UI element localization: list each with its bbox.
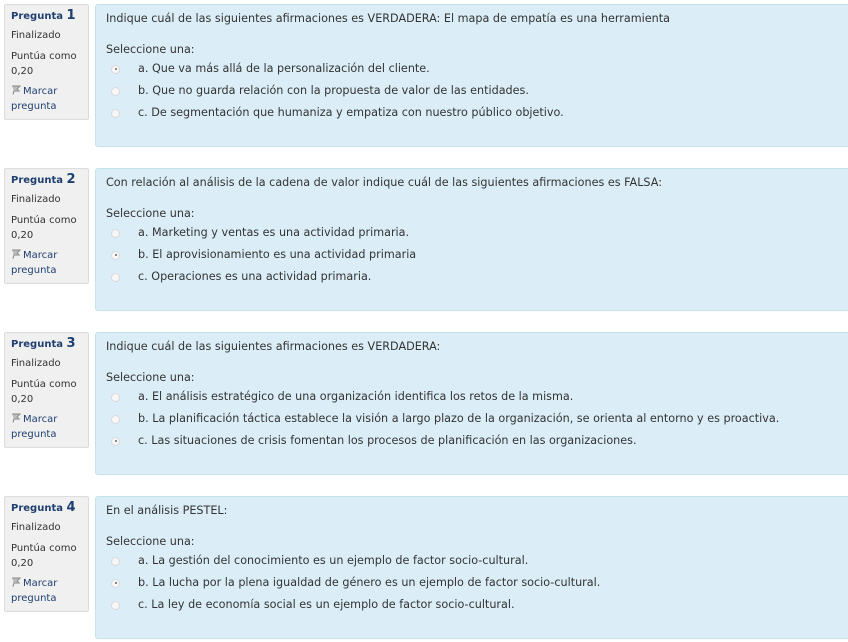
question-text: Con relación al análisis de la cadena de valor indique cuál de las siguientes afirmaciones es FALSA: [106, 176, 662, 189]
radio-button[interactable] [111, 601, 120, 610]
answer-option-label: b. La lucha por la plena igualdad de género es un ejemplo de factor socio-cultural. [138, 576, 601, 589]
radio-button[interactable] [111, 437, 120, 446]
answer-option-label: c. De segmentación que humaniza y empatiza con nuestro público objetivo. [138, 106, 564, 119]
flag-icon [11, 249, 21, 259]
question-text: En el análisis PESTEL: [106, 504, 228, 517]
grade-value: 0,20 [11, 558, 34, 569]
question-number-label: Pregunta [11, 175, 63, 186]
question-text: Indique cuál de las siguientes afirmaciones es VERDADERA: [106, 340, 441, 353]
radio-button[interactable] [111, 557, 120, 566]
question-3 [0, 328, 848, 478]
flag-question-button[interactable] [11, 576, 88, 606]
answer-option[interactable] [106, 550, 848, 572]
answer-option[interactable] [106, 430, 848, 452]
radio-button[interactable] [111, 273, 120, 282]
question-number [11, 9, 88, 24]
question-text: Indique cuál de las siguientes afirmaciones es VERDADERA: El mapa de empatía es una herramienta [106, 12, 670, 25]
answer-option-label: c. Las situaciones de crisis fomentan los procesos de planificación en las organizaciones. [138, 434, 637, 447]
question-number-label: Pregunta [11, 339, 63, 350]
answer-option-label: b. La planificación táctica establece la visión a largo plazo de la organización, se orienta al entorno y es proactiva. [138, 412, 780, 425]
question-number [11, 501, 88, 516]
answer-prompt: Seleccione una: [106, 535, 195, 548]
radio-button[interactable] [111, 109, 120, 118]
flag-question-button[interactable] [11, 412, 88, 442]
grade-label: Puntúa como [11, 51, 77, 62]
question-number-value: 1 [66, 8, 76, 23]
question-info-panel [4, 496, 89, 612]
radio-button[interactable] [111, 579, 120, 588]
answer-option[interactable] [106, 594, 848, 616]
answer-options [106, 550, 848, 616]
question-number-value: 2 [66, 172, 76, 187]
grade-label: Puntúa como [11, 215, 77, 226]
grade-label: Puntúa como [11, 543, 77, 554]
answer-option[interactable] [106, 58, 848, 80]
answer-option[interactable] [106, 408, 848, 430]
radio-button[interactable] [111, 393, 120, 402]
answer-option-label: a. Que va más allá de la personalización del cliente. [138, 62, 430, 75]
answer-prompt: Seleccione una: [106, 43, 195, 56]
question-4 [0, 492, 848, 642]
flag-icon [11, 85, 21, 95]
question-2 [0, 164, 848, 314]
question-grade [11, 541, 88, 571]
question-number [11, 173, 88, 188]
question-number [11, 337, 88, 352]
question-number-label: Pregunta [11, 11, 63, 22]
answer-prompt: Seleccione una: [106, 207, 195, 220]
radio-button[interactable] [111, 251, 120, 260]
answer-option[interactable] [106, 386, 848, 408]
answer-option-label: a. Marketing y ventas es una actividad primaria. [138, 226, 410, 239]
answer-option-label: a. La gestión del conocimiento es un ejemplo de factor socio-cultural. [138, 554, 529, 567]
flag-question-label: Marcar pregunta [11, 86, 58, 112]
answer-option-label: b. El aprovisionamiento es una actividad primaria [138, 248, 417, 261]
flag-question-label: Marcar pregunta [11, 250, 58, 276]
answer-prompt: Seleccione una: [106, 371, 195, 384]
grade-value: 0,20 [11, 66, 34, 77]
radio-button[interactable] [111, 65, 120, 74]
flag-question-button[interactable] [11, 84, 88, 114]
question-state: Finalizado [11, 358, 61, 369]
answer-option-label: b. Que no guarda relación con la propuesta de valor de las entidades. [138, 84, 529, 97]
answer-option-label: c. La ley de economía social es un ejemplo de factor socio-cultural. [138, 598, 515, 611]
question-state: Finalizado [11, 30, 61, 41]
flag-icon [11, 413, 21, 423]
answer-option[interactable] [106, 244, 848, 266]
question-info-panel [4, 4, 89, 120]
radio-button[interactable] [111, 87, 120, 96]
question-number-label: Pregunta [11, 503, 63, 514]
radio-button[interactable] [111, 229, 120, 238]
question-state: Finalizado [11, 522, 61, 533]
question-content [95, 4, 848, 147]
question-info-panel [4, 168, 89, 284]
answer-option[interactable] [106, 572, 848, 594]
answer-options [106, 386, 848, 452]
answer-options [106, 58, 848, 124]
question-1 [0, 0, 848, 150]
flag-icon [11, 577, 21, 587]
grade-value: 0,20 [11, 230, 34, 241]
question-content [95, 332, 848, 475]
answer-option[interactable] [106, 222, 848, 244]
question-content [95, 168, 848, 311]
flag-question-button[interactable] [11, 248, 88, 278]
question-grade [11, 49, 88, 79]
grade-label: Puntúa como [11, 379, 77, 390]
question-grade [11, 377, 88, 407]
flag-question-label: Marcar pregunta [11, 414, 58, 440]
answer-options [106, 222, 848, 288]
question-content [95, 496, 848, 639]
answer-option[interactable] [106, 102, 848, 124]
answer-option-label: c. Operaciones es una actividad primaria. [138, 270, 372, 283]
question-info-panel [4, 332, 89, 448]
flag-question-label: Marcar pregunta [11, 578, 58, 604]
answer-option[interactable] [106, 266, 848, 288]
radio-button[interactable] [111, 415, 120, 424]
answer-option-label: a. El análisis estratégico de una organización identifica los retos de la misma. [138, 390, 574, 403]
question-number-value: 3 [66, 336, 76, 351]
grade-value: 0,20 [11, 394, 34, 405]
question-number-value: 4 [66, 500, 76, 515]
question-state: Finalizado [11, 194, 61, 205]
answer-option[interactable] [106, 80, 848, 102]
question-grade [11, 213, 88, 243]
